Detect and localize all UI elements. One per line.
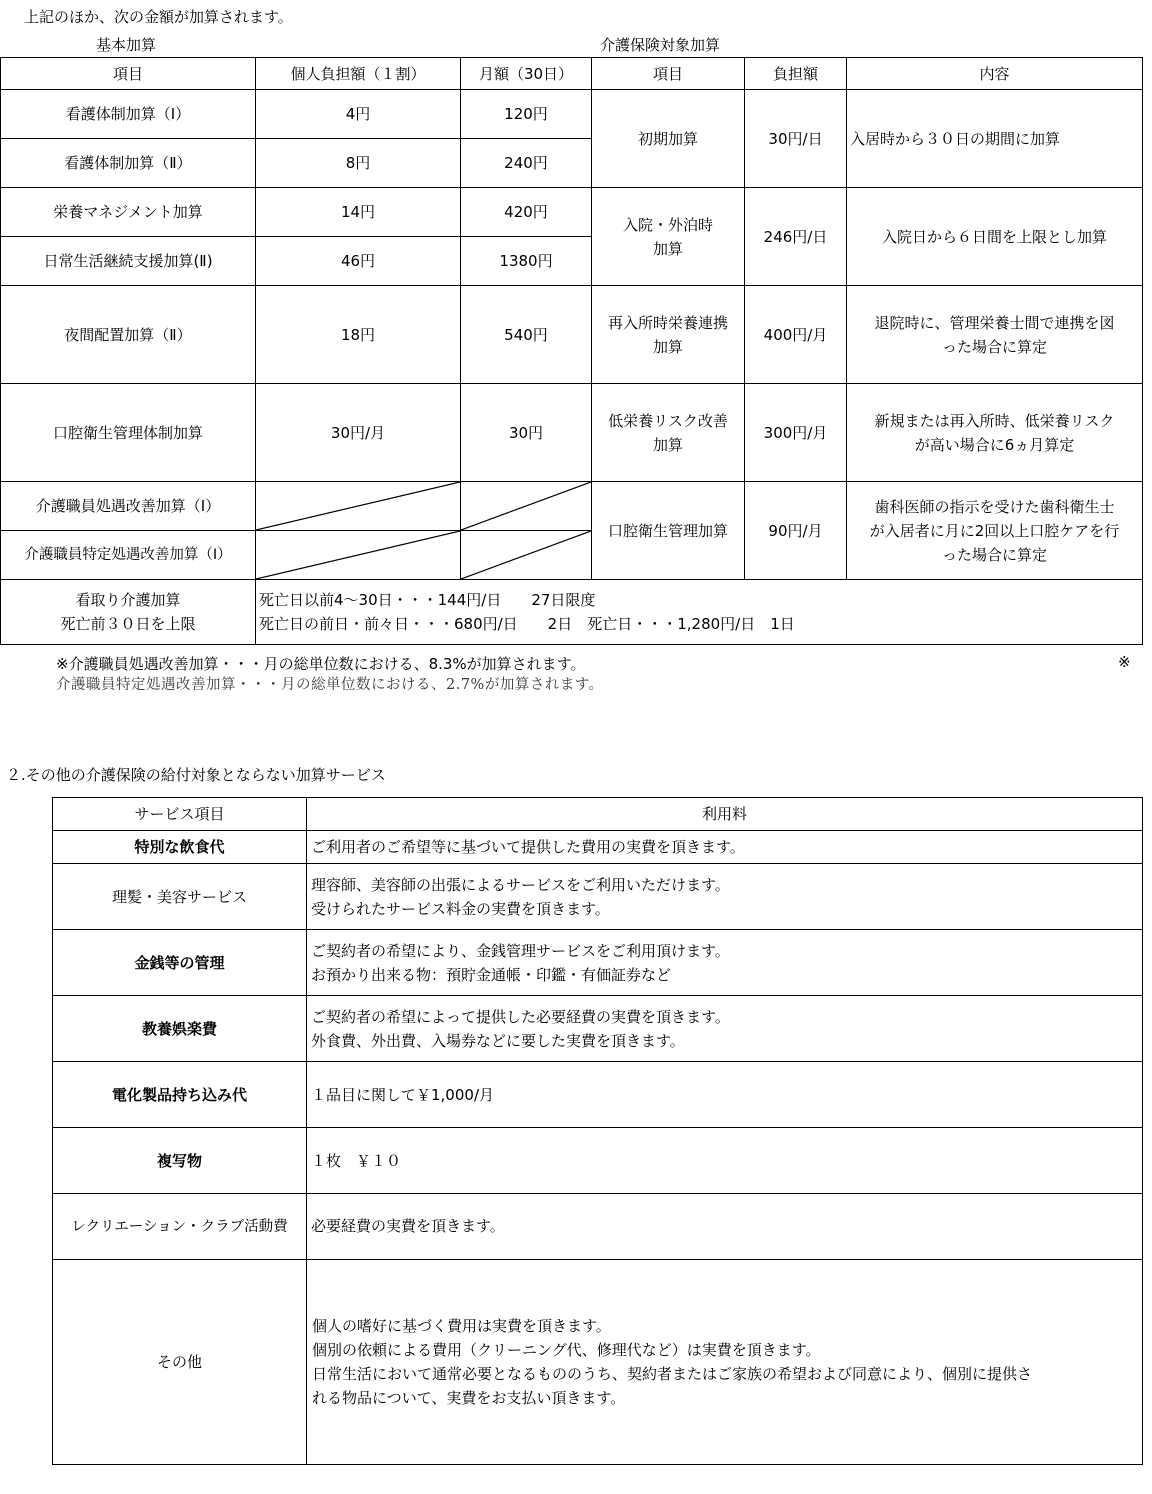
fee-line: 個別の依頼による費用（クリーニング代、修理代など）は実費を頂きます。 [312,1341,821,1359]
basic-monthly: 30円 [461,384,592,482]
diagonal-line [256,482,460,530]
basic-item: 日常生活継続支援加算(Ⅱ) [1,237,256,286]
diagonal-line [461,482,591,530]
fee-line: れる物品について、実費をお支払い頂きます。 [312,1389,626,1407]
service-fee [307,831,1143,864]
table-row [53,1062,1143,1128]
service-fee [307,996,1143,1062]
care-content-line: 新規または再入所時、低栄養リスク [874,411,1115,430]
fee-line: １枚 ￥１０ [311,1151,402,1170]
care-item-line: 加算 [652,435,683,454]
care-item-line: 加算 [652,239,683,258]
fee-line: 外食費、外出費、入場券などに要した実費を頂きます。 [311,1031,685,1050]
section-title: ２.その他の介護保険の給付対象とならない加算サービス [6,766,386,784]
mitori-label [1,580,256,645]
service-item: 電化製品持ち込み代 [53,1062,307,1128]
basic-item: 夜間配置加算（Ⅱ） [1,286,256,384]
care-content: 入院日から６日間を上限とし加算 [847,188,1143,286]
basic-personal: 8円 [256,139,461,188]
mitori-detail-line: 死亡日以前4～30日・・・144円/日 27日限度 [259,591,596,609]
header-service-item: サービス項目 [53,798,307,831]
fee-line: お預かり出来る物：預貯金通帳・印鑑・有価証券など [311,965,672,984]
table-row [1,188,1143,237]
table-row [53,930,1143,996]
diagonal-cell [461,531,592,580]
fee-line: 必要経費の実費を頂きます。 [311,1217,505,1235]
care-item: 初期加算 [592,90,745,188]
header-fee: 利用料 [307,798,1143,831]
basic-personal: 4円 [256,90,461,139]
table-row [53,1194,1143,1260]
care-content-line: が高い場合に6ヵ月算定 [914,435,1075,454]
basic-item: 看護体制加算（Ⅱ） [1,139,256,188]
note-line: 介護職員特定処遇改善加算・・・月の総単位数における、2.7%が加算されます。 [56,677,604,693]
care-cost: 30円/日 [745,90,847,188]
fee-line: 理容師、美容師の出張によるサービスをご利用いただけます。 [311,875,730,894]
table-row [53,1128,1143,1194]
diagonal-cell [256,531,461,580]
basic-item: 介護職員特定処遇改善加算（Ⅰ） [1,531,256,580]
care-content: 入居時から３０日の期間に加算 [847,90,1143,188]
basic-monthly: 1380円 [461,237,592,286]
table-row [1,580,1143,645]
service-item: 特別な飲食代 [53,831,307,864]
service-item: 理髪・美容サービス [53,864,307,930]
fee-line: 受けられたサービス料金の実費を頂きます。 [311,899,610,918]
header-content: 内容 [847,58,1143,90]
care-cost: 246円/日 [745,188,847,286]
basic-personal: 18円 [256,286,461,384]
fee-line: １品目に関して￥1,000/月 [311,1085,494,1104]
basic-monthly: 240円 [461,139,592,188]
note-mark: ※ [1118,653,1131,671]
mitori-detail-line: 死亡日の前日・前々日・・・680円/日 2日 死亡日・・・1,280円/日 1日 [259,615,795,633]
service-fee [307,864,1143,930]
basic-personal: 46円 [256,237,461,286]
header-cost: 負担額 [745,58,847,90]
mitori-label-line: 看取り介護加算 [75,591,181,609]
care-content [847,482,1143,580]
care-content [847,286,1143,384]
table-header-row [1,58,1143,90]
basic-monthly: 120円 [461,90,592,139]
mitori-label-line: 死亡前３０日を上限 [60,615,196,633]
basic-monthly: 420円 [461,188,592,237]
service-table [52,797,1143,1465]
basic-personal: 14円 [256,188,461,237]
service-item: レクリエーション・クラブ活動費 [53,1194,307,1260]
care-cost: 300円/月 [745,384,847,482]
header-personal: 個人負担額（１割） [256,58,461,90]
fee-line: 日常生活において通常必要となるもののうち、契約者またはご家族の希望および同意により、個別に提供さ [312,1365,1033,1383]
service-fee [307,1194,1143,1260]
basic-item: 介護職員処遇改善加算（Ⅰ） [1,482,256,531]
basic-item: 看護体制加算（Ⅰ） [1,90,256,139]
table-row [1,286,1143,384]
fee-line: 個人の嗜好に基づく費用は実費を頂きます。 [312,1317,611,1335]
header-care-item: 項目 [592,58,745,90]
basic-monthly: 540円 [461,286,592,384]
care-cost: 400円/月 [745,286,847,384]
basic-item: 栄養マネジメント加算 [1,188,256,237]
basic-personal: 30円/月 [256,384,461,482]
header-item: 項目 [1,58,256,90]
diagonal-line [256,531,460,579]
care-item [592,188,745,286]
service-item: その他 [53,1260,307,1465]
care-item-line: 低栄養リスク改善 [608,411,728,430]
care-item [592,384,745,482]
diagonal-cell [461,482,592,531]
service-item: 金銭等の管理 [53,930,307,996]
diagonal-line [461,531,591,579]
table-row [53,1260,1143,1465]
care-item-line: 再入所時栄養連携 [607,313,728,332]
note-line: ※介護職員処遇改善加算・・・月の総単位数における、8.3%が加算されます。 [56,655,586,673]
service-fee [307,1062,1143,1128]
service-fee [307,930,1143,996]
table-row [1,482,1143,531]
table-row [53,864,1143,930]
fee-line: ご利用者のご希望等に基づいて提供した費用の実費を頂きます。 [311,838,745,856]
service-item: 教養娯楽費 [53,996,307,1062]
care-item-line: 入院・外泊時 [622,215,713,234]
addition-table [0,57,1143,645]
care-cost: 90円/月 [745,482,847,580]
basic-item: 口腔衛生管理体制加算 [1,384,256,482]
care-content-line: が入居者に月に2回以上口腔ケアを行 [869,521,1120,540]
fee-line: ご契約者の希望によって提供した必要経費の実費を頂きます。 [311,1007,730,1026]
care-content-line: 歯科医師の指示を受けた歯科衛生士 [874,497,1115,516]
section-label-basic: 基本加算 [96,36,157,54]
table-row [1,384,1143,482]
care-content [847,384,1143,482]
table-header-row [53,798,1143,831]
intro-text: 上記のほか、次の金額が加算されます。 [24,8,293,26]
service-fee [307,1260,1143,1465]
section-label-care: 介護保険対象加算 [600,36,721,54]
service-item: 複写物 [53,1128,307,1194]
header-monthly: 月額（30日） [461,58,592,90]
table-row [53,831,1143,864]
table-row [53,996,1143,1062]
care-content-line: 退院時に、管理栄養士間で連携を図 [874,313,1115,332]
diagonal-cell [256,482,461,531]
care-item [592,286,745,384]
care-item-line: 加算 [652,337,683,356]
care-item: 口腔衛生管理加算 [592,482,745,580]
table-row [1,90,1143,139]
fee-line: ご契約者の希望により、金銭管理サービスをご利用頂けます。 [311,941,730,960]
service-fee [307,1128,1143,1194]
care-content-line: った場合に算定 [941,337,1047,356]
care-content-line: った場合に算定 [941,545,1047,564]
mitori-detail [256,580,1143,645]
